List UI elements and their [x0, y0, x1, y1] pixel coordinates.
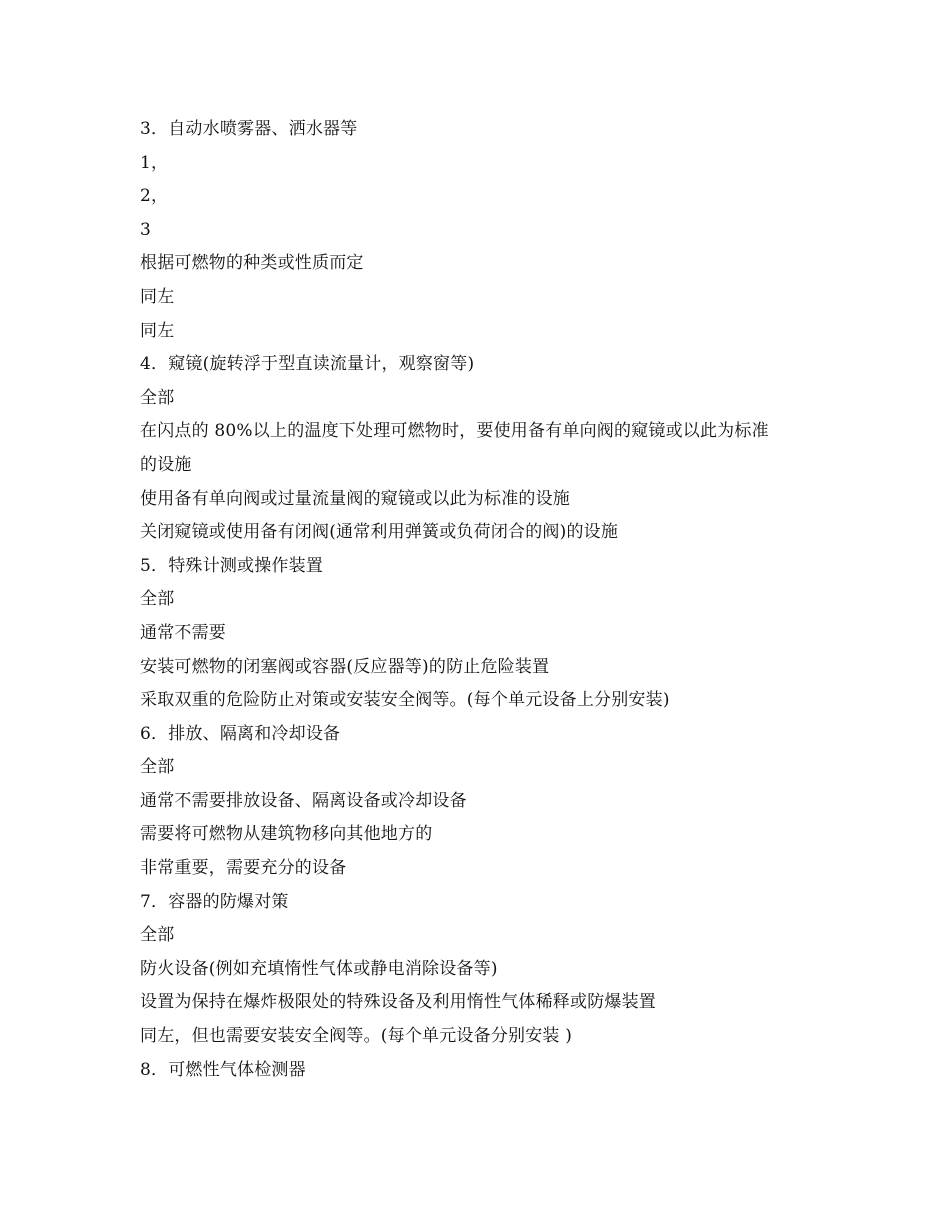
- section-heading-sprinklers: 3．自动水喷雾器、洒水器等: [140, 119, 358, 139]
- section-heading-sight-glass: 4．窥镜(旋转浮于型直读流量计，观察窗等): [140, 354, 475, 375]
- text-line: 设置为保持在爆炸极限处的特殊设备及利用惰性气体稀释或防爆装置: [140, 992, 656, 1013]
- section-heading-special-instruments: 5．特殊计测或操作装置: [140, 555, 324, 576]
- text-line: 同左: [140, 286, 175, 307]
- text-line: 关闭窥镜或使用备有闭阀(通常利用弹簧或负荷闭合的阀)的设施: [140, 522, 619, 543]
- section-heading-explosion-proof: 7．容器的防爆对策: [140, 891, 289, 912]
- text-line: 使用备有单向阀或过量流量阀的窥镜或以此为标准的设施: [140, 488, 570, 509]
- text-line: 全部: [140, 757, 175, 778]
- text-line: 需要将可燃物从建筑物移向其他地方的: [140, 824, 433, 845]
- text-line: 1，: [140, 152, 169, 173]
- text-line: 全部: [140, 925, 175, 946]
- document-body: [140, 113, 840, 1087]
- text-line: 根据可燃物的种类或性质而定: [140, 253, 364, 274]
- text-line: 通常不需要排放设备、隔离设备或冷却设备: [140, 790, 467, 811]
- text-line: 在闪点的 80%以上的温度下处理可燃物时，要使用备有单向阀的窥镜或以此为标准: [140, 421, 769, 442]
- section-heading-gas-detector: 8．可燃性气体检测器: [140, 1059, 306, 1080]
- text-line: 全部: [140, 387, 175, 408]
- text-line: 的设施: [140, 454, 192, 475]
- text-line: 非常重要，需要充分的设备: [140, 858, 347, 879]
- text-line: 2，: [140, 186, 169, 207]
- text-line: 防火设备(例如充填惰性气体或静电消除设备等): [140, 958, 498, 979]
- text-line: 同左，但也需要安装安全阀等。(每个单元设备分别安装 ): [140, 1026, 573, 1047]
- text-line: 3: [140, 219, 152, 240]
- text-line: 采取双重的危险防止对策或安装安全阀等。(每个单元设备上分别安装): [140, 690, 670, 711]
- text-line: 安装可燃物的闭塞阀或容器(反应器等)的防止危险装置: [140, 656, 550, 677]
- section-heading-discharge-cooling: 6．排放、隔离和冷却设备: [140, 723, 341, 744]
- text-line: 通常不需要: [140, 622, 226, 643]
- text-line: 全部: [140, 589, 175, 610]
- text-line: 同左: [140, 320, 175, 341]
